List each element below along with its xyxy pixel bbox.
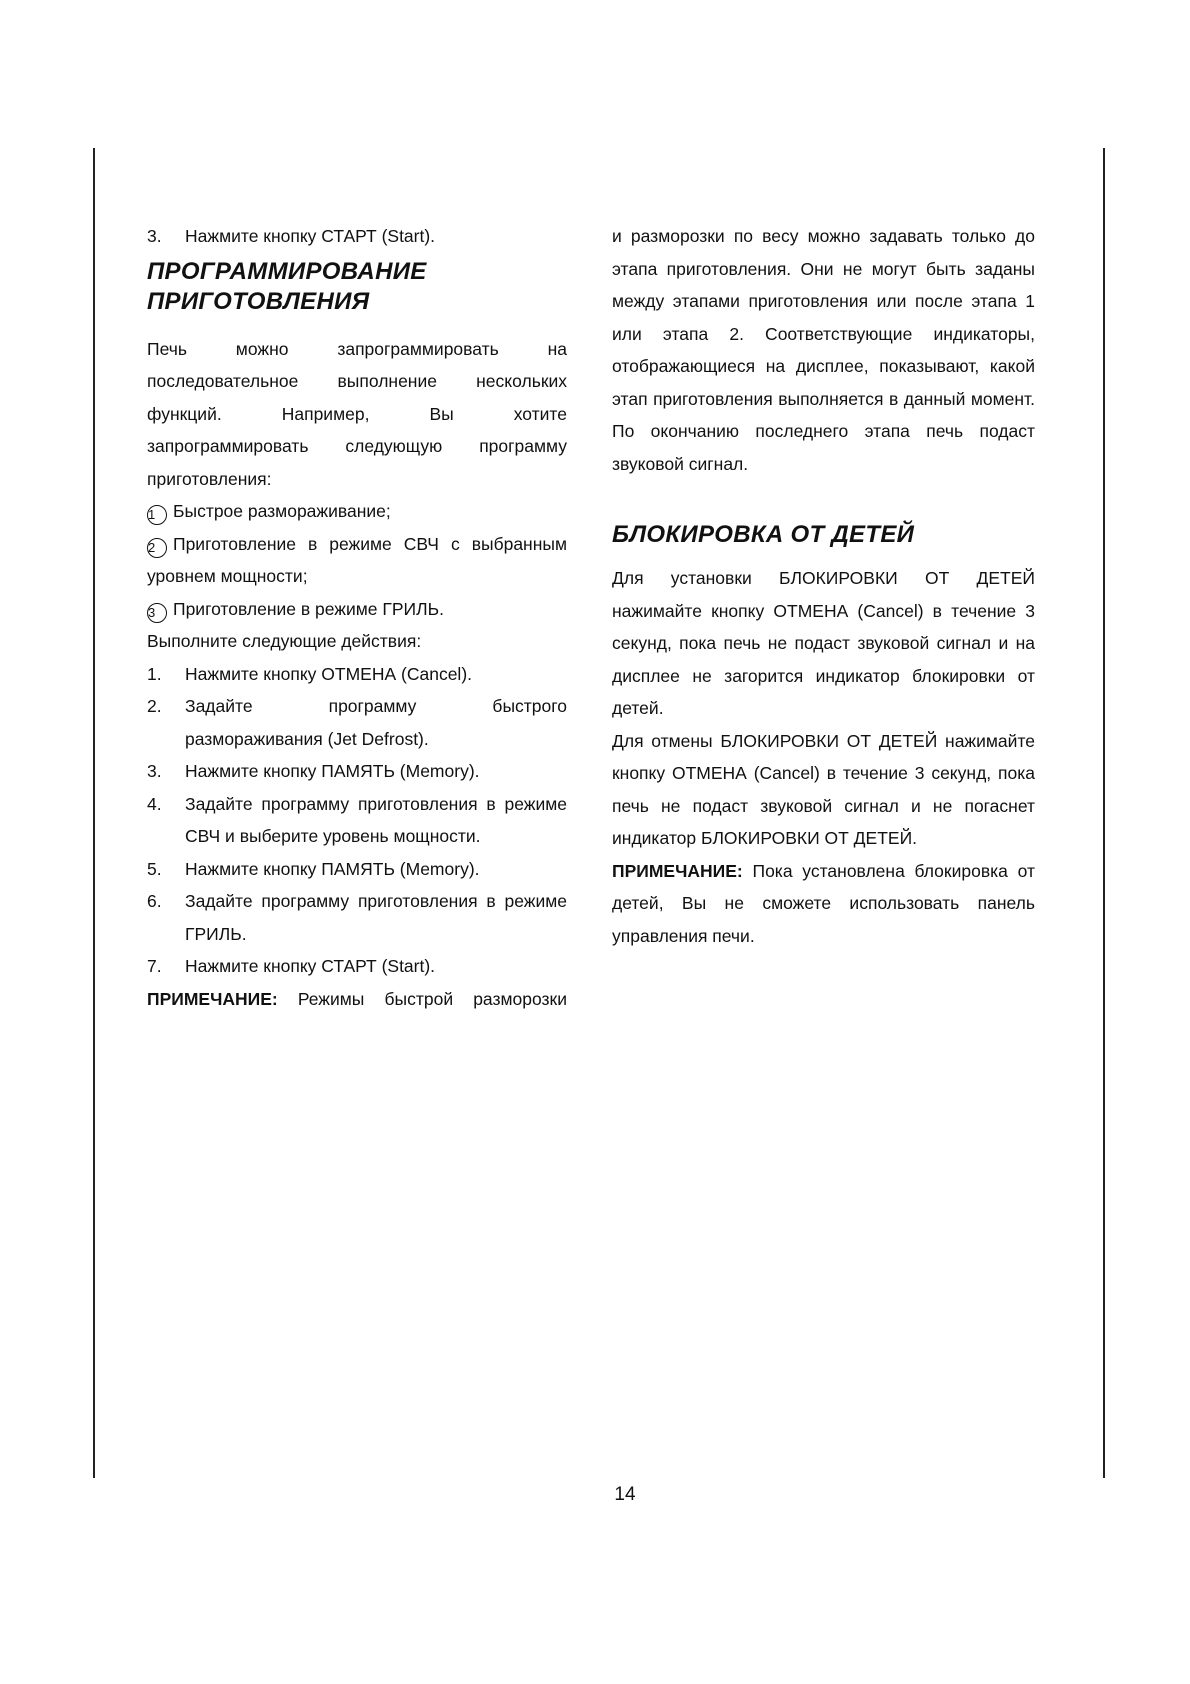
- circled-number: 2: [147, 538, 167, 558]
- section-heading-programming: [147, 257, 567, 317]
- heading-line-1: ПРОГРАММИРОВАНИЕ: [147, 257, 427, 285]
- step-text: Задайте программу быстрого размораживания (Jet Defrost).: [185, 696, 567, 749]
- list-item: [147, 690, 567, 755]
- right-margin-rule: [1103, 148, 1105, 1478]
- step-number: 1.: [147, 663, 162, 684]
- list-item: [147, 853, 567, 886]
- right-column: [612, 220, 1035, 952]
- note-paragraph: [147, 983, 567, 1016]
- list-item: [147, 658, 567, 691]
- step-number: 7.: [147, 956, 162, 976]
- step-text: Нажмите кнопку СТАРТ (Start).: [185, 956, 436, 976]
- step-text: Нажмите кнопку ПАМЯТЬ (Memory).: [185, 858, 480, 879]
- list-item: [147, 528, 567, 593]
- note-text: Пока установлена блокировка от детей, Вы не сможете использовать панель управления печи.: [612, 860, 1035, 946]
- note-paragraph: [612, 855, 1035, 953]
- step-text: Нажмите кнопку ОТМЕНА (Cancel).: [185, 663, 473, 684]
- child-lock-cancel-paragraph: Для отмены БЛОКИРОВКИ ОТ ДЕТЕЙ нажимайте кнопку ОТМЕНА (Cancel) в течение 3 секунд, пока печь не подаст звуковой сигнал и не погаснет индикатор БЛОКИРОВКИ ОТ ДЕТЕЙ.: [612, 730, 1035, 848]
- section-heading-child-lock: БЛОКИРОВКА ОТ ДЕТЕЙ: [612, 521, 915, 548]
- list-item: [147, 950, 567, 983]
- note-label: ПРИМЕЧАНИЕ:: [147, 988, 278, 1009]
- instruction-line: Выполните следующие действия:: [147, 631, 422, 651]
- child-lock-set-paragraph: Для установки БЛОКИРОВКИ ОТ ДЕТЕЙ нажимайте кнопку ОТМЕНА (Cancel) в течение 3 секунд, пока печь не подаст звуковой сигнал и на дисплее не загорится индикатор блокировки от детей.: [612, 568, 1035, 718]
- list-item-text: Быстрое размораживание;: [173, 501, 391, 521]
- step-text: Нажмите кнопку СТАРТ (Start).: [185, 226, 436, 246]
- note-label: ПРИМЕЧАНИЕ:: [612, 860, 743, 881]
- left-column: [147, 220, 567, 1015]
- list-item: [147, 788, 567, 853]
- page-number: 14: [614, 1484, 636, 1505]
- circled-number: 1: [147, 505, 167, 525]
- list-item-text: Приготовление в режиме ГРИЛЬ.: [173, 598, 444, 619]
- step-text: Задайте программу приготовления в режиме СВЧ и выберите уровень мощности.: [185, 793, 567, 846]
- step-number: 5.: [147, 858, 162, 879]
- list-item: [147, 755, 567, 788]
- list-item: [147, 495, 567, 528]
- heading-line-2: ПРИГОТОВЛЕНИЯ: [147, 287, 370, 315]
- list-item: [147, 885, 567, 950]
- step-number: 3.: [147, 761, 162, 781]
- step-number: 4.: [147, 793, 162, 814]
- continuation-paragraph: и разморозки по весу можно задавать только до этапа приготовления. Они не могут быть заданы между этапами приготовления или после этапа 1 или этапа 2. Соответствующие индикаторы, отображающиеся на дисплее, показывают, какой этап приготовления выполняется в данный момент. По окончанию последнего этапа печь подаст звуковой сигнал.: [612, 226, 1035, 474]
- step-number: 6.: [147, 891, 162, 911]
- step-number: 2.: [147, 696, 162, 716]
- step-number: 3.: [147, 226, 162, 246]
- list-item-text: Приготовление в режиме СВЧ с выбранным уровнем мощности;: [147, 533, 567, 586]
- note-text: Режимы быстрой разморозки: [297, 988, 567, 1009]
- list-item: [147, 593, 567, 626]
- list-item: [147, 220, 567, 253]
- intro-paragraph: Печь можно запрограммировать на последовательное выполнение нескольких функций. Например, Вы хотите запрограммировать следующую программу приготовления:: [147, 338, 567, 489]
- step-text: Нажмите кнопку ПАМЯТЬ (Memory).: [185, 761, 480, 781]
- circled-number: 3: [147, 603, 167, 623]
- step-text: Задайте программу приготовления в режиме ГРИЛЬ.: [185, 891, 567, 944]
- left-margin-rule: [93, 148, 95, 1478]
